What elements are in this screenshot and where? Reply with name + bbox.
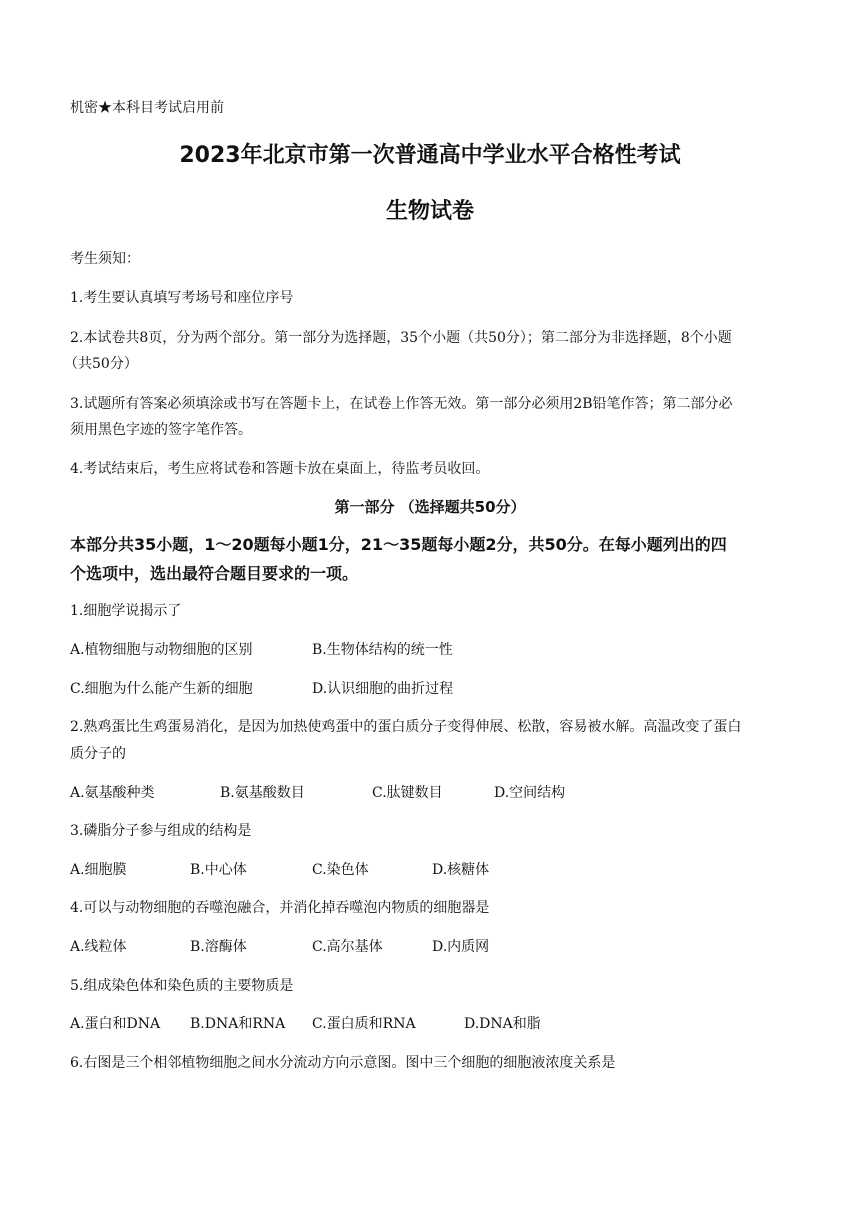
question-stem: 6.右图是三个相邻植物细胞之间水分流动方向示意图。图中三个细胞的细胞液浓度关系是	[70, 1055, 616, 1071]
notice-item-cont: 须用黑色字迹的签字笔作答。	[70, 422, 252, 438]
option-d: D.内质网	[432, 939, 490, 955]
question-stem: 3.磷脂分子参与组成的结构是	[70, 823, 252, 839]
option-d: D.空间结构	[494, 785, 566, 801]
option-b: B.溶酶体	[190, 939, 247, 955]
option-c: C.染色体	[312, 862, 369, 878]
part1-heading: 第一部分 （选择题共50分）	[334, 498, 526, 516]
notice-item-cont: （共50分）	[64, 356, 138, 372]
confidential-label: 机密★本科目考试启用前	[70, 100, 224, 116]
option-a: A.植物细胞与动物细胞的区别	[70, 642, 253, 658]
option-b: B.DNA和RNA	[190, 1016, 286, 1032]
option-d: D.核糖体	[432, 862, 490, 878]
option-b: B.中心体	[190, 862, 247, 878]
option-c: C.蛋白质和RNA	[312, 1016, 416, 1032]
question-stem: 4.可以与动物细胞的吞噬泡融合，并消化掉吞噬泡内物质的细胞器是	[70, 900, 490, 916]
option-b: B.生物体结构的统一性	[312, 642, 453, 658]
notice-item: 4.考试结束后，考生应将试卷和答题卡放在桌面上，待监考员收回。	[70, 461, 490, 477]
option-d: D.DNA和脂	[464, 1016, 541, 1032]
option-a: A.线粒体	[70, 939, 127, 955]
part1-instructions: 本部分共35小题，1～20题每小题1分，21～35题每小题2分，共50分。在每小题列出的四	[70, 535, 727, 554]
exam-subtitle: 生物试卷	[385, 199, 474, 224]
question-stem: 2.熟鸡蛋比生鸡蛋易消化，是因为加热使鸡蛋中的蛋白质分子变得伸展、松散，容易被水解。高温改变了蛋白	[70, 719, 742, 735]
option-c: C.高尔基体	[312, 939, 383, 955]
notice-heading: 考生须知：	[70, 251, 140, 267]
question-stem: 5.组成染色体和染色质的主要物质是	[70, 978, 294, 994]
notice-item: 2.本试卷共8页，分为两个部分。第一部分为选择题，35个小题（共50分）；第二部分为非选择题，8个小题	[70, 330, 732, 346]
option-a: A.蛋白和DNA	[70, 1016, 161, 1032]
option-b: B.氨基酸数目	[220, 785, 305, 801]
question-stem: 1.细胞学说揭示了	[70, 603, 182, 619]
option-c: C.细胞为什么能产生新的细胞	[70, 681, 253, 697]
option-a: A.氨基酸种类	[70, 785, 155, 801]
question-stem-cont: 质分子的	[70, 746, 126, 762]
part1-instructions-cont: 个选项中，选出最符合题目要求的一项。	[70, 564, 359, 583]
notice-item: 1.考生要认真填写考场号和座位序号	[70, 290, 294, 306]
exam-title: 2023年北京市第一次普通高中学业水平合格性考试	[179, 143, 681, 168]
notice-item: 3.试题所有答案必须填涂或书写在答题卡上，在试卷上作答无效。第一部分必须用2B铅笔作答；第二部分必	[70, 396, 733, 412]
option-c: C.肽键数目	[372, 785, 443, 801]
option-d: D.认识细胞的曲折过程	[312, 681, 454, 697]
option-a: A.细胞膜	[70, 862, 127, 878]
